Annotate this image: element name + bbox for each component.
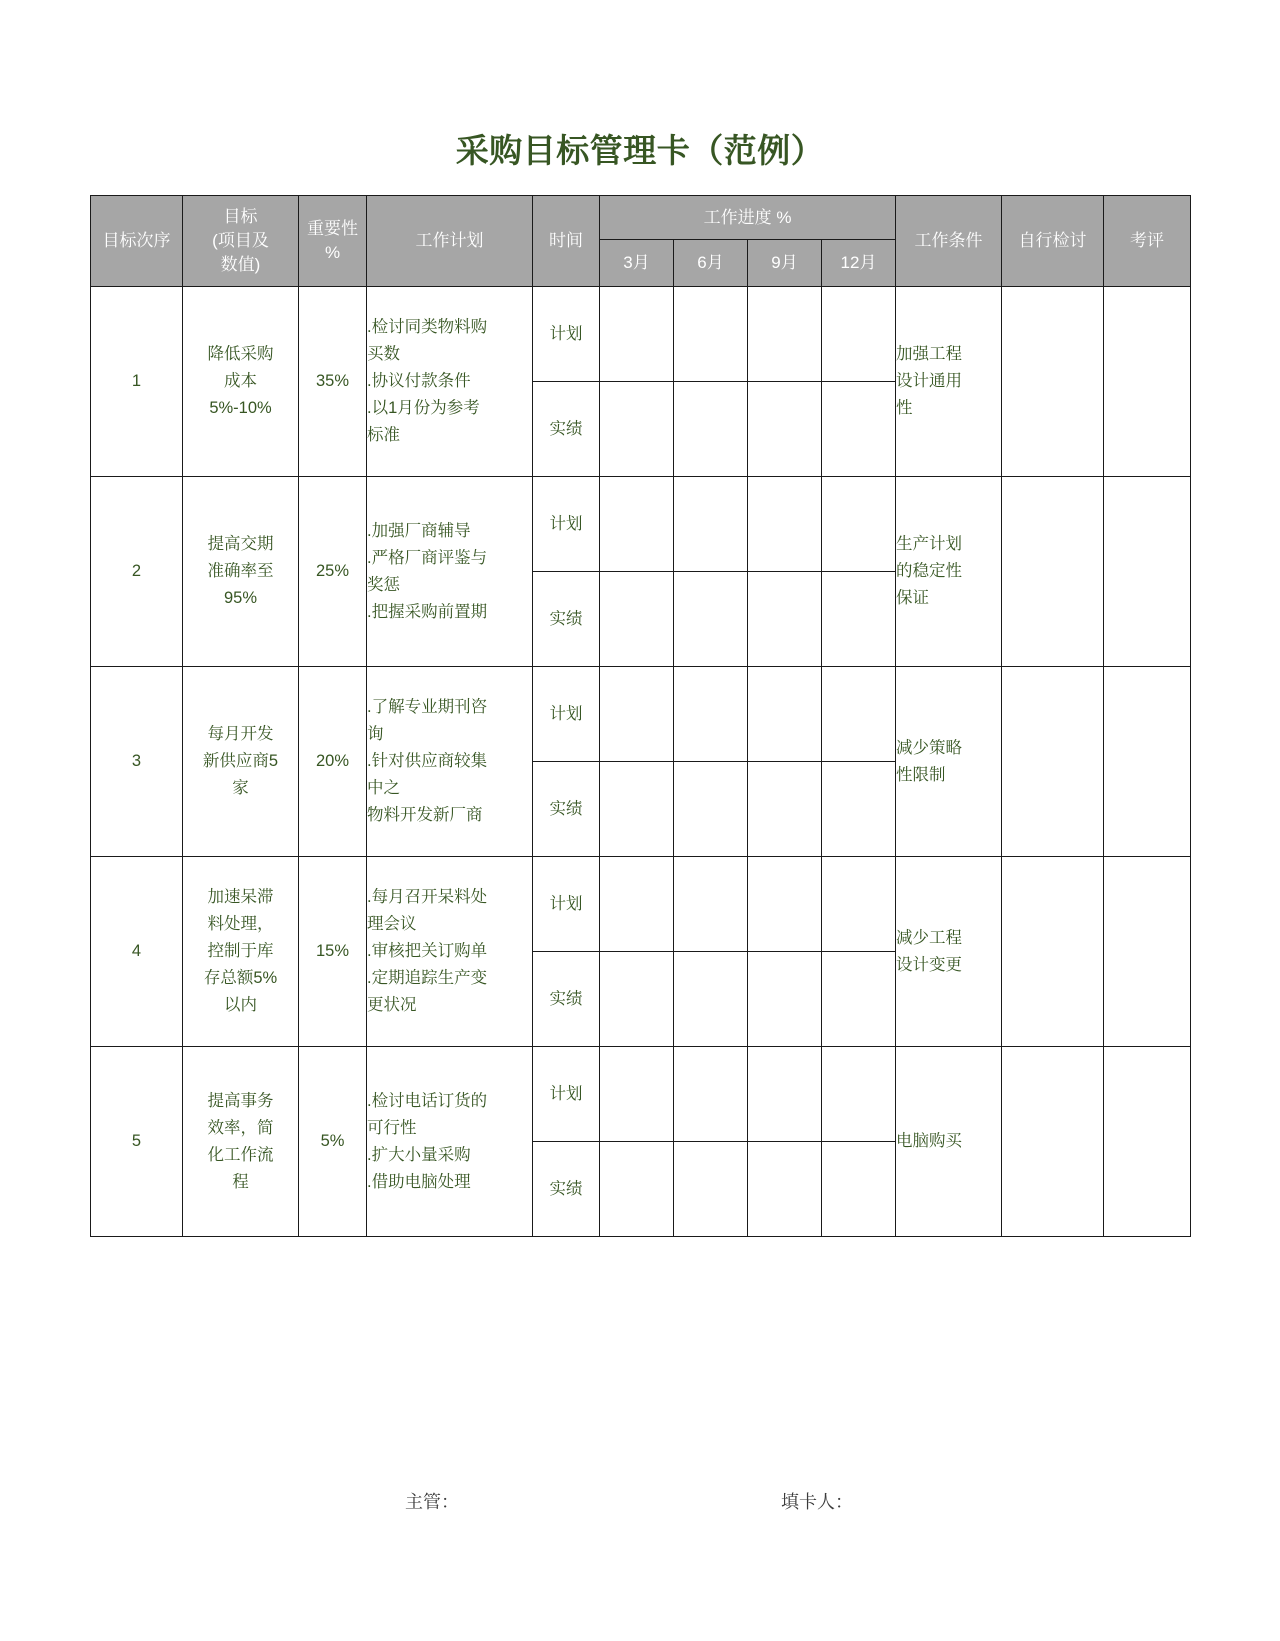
cell-time-actual[interactable]: 实绩 (533, 952, 600, 1047)
cell-progress-plan-m1[interactable] (600, 1047, 674, 1142)
cell-progress-actual-m4[interactable] (822, 1142, 896, 1237)
cell-goal: 每月开发 新供应商5 家 (183, 667, 299, 857)
cell-progress-plan-m3[interactable] (748, 857, 822, 952)
cell-progress-plan-m2[interactable] (674, 477, 748, 572)
cell-appraisal[interactable] (1104, 857, 1191, 1047)
cell-goal: 提高交期 准确率至 95% (183, 477, 299, 667)
cell-sequence: 5 (91, 1047, 183, 1237)
header-self-review: 自行检讨 (1002, 196, 1104, 287)
signature-footer (0, 1488, 1280, 1518)
cell-work-condition: 生产计划 的稳定性 保证 (896, 477, 1002, 667)
cell-progress-actual-m1[interactable] (600, 1142, 674, 1237)
cell-progress-plan-m4[interactable] (822, 857, 896, 952)
header-work-condition: 工作条件 (896, 196, 1002, 287)
cell-progress-plan-m2[interactable] (674, 667, 748, 762)
cell-work-condition: 减少工程 设计变更 (896, 857, 1002, 1047)
cell-goal: 降低采购 成本 5%-10% (183, 287, 299, 477)
cell-progress-plan-m2[interactable] (674, 287, 748, 382)
cell-progress-plan-m3[interactable] (748, 287, 822, 382)
cell-appraisal[interactable] (1104, 1047, 1191, 1237)
cell-time-plan[interactable]: 计划 (533, 857, 600, 952)
cell-progress-plan-m3[interactable] (748, 667, 822, 762)
table-row (91, 1047, 1191, 1142)
cell-weight: 5% (299, 1047, 367, 1237)
cell-progress-actual-m1[interactable] (600, 952, 674, 1047)
cell-work-condition: 电脑购买 (896, 1047, 1002, 1237)
cell-time-plan[interactable]: 计划 (533, 667, 600, 762)
table-row (91, 857, 1191, 952)
cell-work-plan: .了解专业期刊咨 询 .针对供应商较集 中之 物料开发新厂商 (367, 667, 533, 857)
cell-progress-plan-m2[interactable] (674, 857, 748, 952)
cell-progress-plan-m4[interactable] (822, 1047, 896, 1142)
cell-progress-plan-m1[interactable] (600, 857, 674, 952)
cell-progress-plan-m4[interactable] (822, 667, 896, 762)
header-progress-month-1: 3月 (600, 240, 674, 287)
page-title: 采购目标管理卡（范例） (455, 132, 825, 169)
goal-management-table (90, 195, 1191, 1237)
header-progress-month-2: 6月 (674, 240, 748, 287)
cell-self-review[interactable] (1002, 287, 1104, 477)
cell-time-actual[interactable]: 实绩 (533, 572, 600, 667)
cell-progress-actual-m4[interactable] (822, 952, 896, 1047)
cell-appraisal[interactable] (1104, 477, 1191, 667)
header-progress-month-3: 9月 (748, 240, 822, 287)
cell-weight: 25% (299, 477, 367, 667)
cell-progress-plan-m2[interactable] (674, 1047, 748, 1142)
cell-progress-plan-m4[interactable] (822, 477, 896, 572)
header-appraisal: 考评 (1104, 196, 1191, 287)
cell-progress-plan-m3[interactable] (748, 477, 822, 572)
cell-progress-actual-m2[interactable] (674, 1142, 748, 1237)
cell-weight: 35% (299, 287, 367, 477)
cell-self-review[interactable] (1002, 1047, 1104, 1237)
cell-progress-actual-m4[interactable] (822, 572, 896, 667)
header-progress-group: 工作进度 % (600, 196, 896, 240)
cell-sequence: 3 (91, 667, 183, 857)
cell-time-plan[interactable]: 计划 (533, 1047, 600, 1142)
cell-progress-actual-m3[interactable] (748, 762, 822, 857)
cell-self-review[interactable] (1002, 667, 1104, 857)
header-goal: 目标 (项目及 数值) (183, 196, 299, 287)
supervisor-signature-label: 主管： (405, 1492, 459, 1512)
table-row (91, 477, 1191, 572)
header-work-plan: 工作计划 (367, 196, 533, 287)
cell-self-review[interactable] (1002, 857, 1104, 1047)
cell-progress-actual-m2[interactable] (674, 572, 748, 667)
cell-progress-plan-m1[interactable] (600, 287, 674, 382)
cell-goal: 提高事务 效率，简 化工作流 程 (183, 1047, 299, 1237)
goal-table-wrapper (90, 195, 1190, 1237)
table-row (91, 667, 1191, 762)
cell-work-condition: 减少策略 性限制 (896, 667, 1002, 857)
cell-work-plan: .加强厂商辅导 .严格厂商评鉴与 奖惩 .把握采购前置期 (367, 477, 533, 667)
cell-self-review[interactable] (1002, 477, 1104, 667)
cell-appraisal[interactable] (1104, 287, 1191, 477)
table-row (91, 287, 1191, 382)
header-sequence: 目标次序 (91, 196, 183, 287)
cell-progress-actual-m3[interactable] (748, 382, 822, 477)
cell-progress-actual-m3[interactable] (748, 952, 822, 1047)
cell-sequence: 1 (91, 287, 183, 477)
cell-time-plan[interactable]: 计划 (533, 477, 600, 572)
header-time: 时间 (533, 196, 600, 287)
cell-progress-plan-m1[interactable] (600, 667, 674, 762)
cell-progress-actual-m3[interactable] (748, 1142, 822, 1237)
cell-time-actual[interactable]: 实绩 (533, 762, 600, 857)
cell-goal: 加速呆滞 料处理， 控制于库 存总额5% 以内 (183, 857, 299, 1047)
cell-work-condition: 加强工程 设计通用 性 (896, 287, 1002, 477)
cell-progress-actual-m4[interactable] (822, 382, 896, 477)
cell-progress-actual-m2[interactable] (674, 762, 748, 857)
cell-progress-plan-m4[interactable] (822, 287, 896, 382)
cell-sequence: 2 (91, 477, 183, 667)
cell-progress-actual-m1[interactable] (600, 762, 674, 857)
cell-progress-actual-m2[interactable] (674, 382, 748, 477)
cell-time-actual[interactable]: 实绩 (533, 382, 600, 477)
cell-progress-actual-m2[interactable] (674, 952, 748, 1047)
header-weight: 重要性 % (299, 196, 367, 287)
cell-progress-actual-m1[interactable] (600, 382, 674, 477)
cell-progress-plan-m3[interactable] (748, 1047, 822, 1142)
cell-time-actual[interactable]: 实绩 (533, 1142, 600, 1237)
table-header-row-primary (91, 196, 1191, 240)
cell-work-plan: .检讨同类物料购 买数 .协议付款条件 .以1月份为参考 标准 (367, 287, 533, 477)
cell-time-plan[interactable]: 计划 (533, 287, 600, 382)
cell-weight: 15% (299, 857, 367, 1047)
cell-progress-actual-m4[interactable] (822, 762, 896, 857)
cell-progress-actual-m1[interactable] (600, 572, 674, 667)
cell-appraisal[interactable] (1104, 667, 1191, 857)
cell-sequence: 4 (91, 857, 183, 1047)
cell-work-plan: .每月召开呆料处 理会议 .审核把关订购单 .定期追踪生产变 更状况 (367, 857, 533, 1047)
cell-progress-actual-m3[interactable] (748, 572, 822, 667)
header-progress-month-4: 12月 (822, 240, 896, 287)
cell-progress-plan-m1[interactable] (600, 477, 674, 572)
filler-signature-label: 填卡人： (781, 1492, 853, 1512)
cell-weight: 20% (299, 667, 367, 857)
cell-work-plan: .检讨电话订货的 可行性 .扩大小量采购 .借助电脑处理 (367, 1047, 533, 1237)
